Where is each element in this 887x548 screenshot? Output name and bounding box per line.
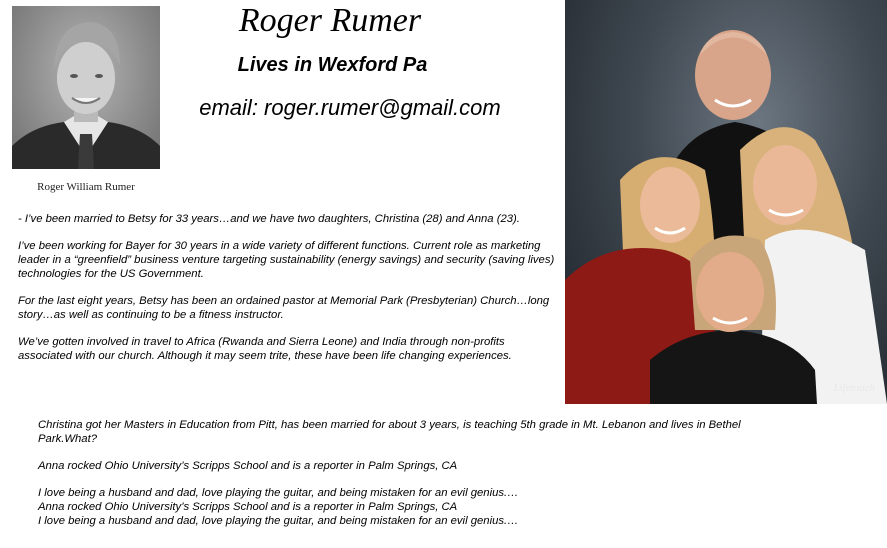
family-photo	[565, 0, 887, 404]
bio-paragraph: - I’ve been married to Betsy for 33 years…and we have two daughters, Christina (28) and Anna (23).	[18, 213, 520, 225]
yearbook-portrait-illustration	[12, 6, 160, 169]
bio-paragraph: We’ve gotten involved in travel to Africa (Rwanda and Sierra Leone) and India through non-profits associated with our church. Although it may seem trite, these have been life changing experiences.	[18, 336, 512, 362]
photographer-signature: Lifetouch	[833, 382, 875, 394]
yearbook-photo	[12, 6, 160, 169]
location-text: Lives in Wexford Pa	[237, 54, 428, 76]
details-paragraph: Christina got her Masters in Education from Pitt, has been married for about 3 years, is teaching 5th grade in Mt. Lebanon and lives in Bethel Park.What?	[38, 419, 741, 445]
details-paragraph: I love being a husband and dad, love playing the guitar, and being mistaken for an evil genius.…	[38, 487, 519, 500]
bio-paragraph: For the last eight years, Betsy has been an ordained pastor at Memorial Park (Presbyterian) Church…long story…as well as continuing to be a fitness instructor.	[18, 295, 550, 321]
bio-section	[18, 213, 558, 377]
page-title: Roger Rumer	[238, 2, 422, 39]
yearbook-caption: Roger William Rumer	[37, 181, 135, 193]
bio-paragraph: I’ve been working for Bayer for 30 years in a wide variety of different functions. Current role as marketing leader in a “greenfield” business venture targeting sustainability (energy savings) and security (saving lives) technologies for the US Government.	[18, 240, 555, 280]
details-paragraph: Anna rocked Ohio University’s Scripps School and is a reporter in Palm Springs, CA	[38, 501, 458, 514]
family-details-section	[38, 419, 758, 529]
details-paragraph: Anna rocked Ohio University’s Scripps School and is a reporter in Palm Springs, CA	[38, 460, 458, 473]
email-text: email: roger.rumer@gmail.com	[199, 95, 501, 120]
family-portrait-illustration	[565, 0, 887, 404]
details-paragraph: I love being a husband and dad, love playing the guitar, and being mistaken for an evil genius.…	[38, 514, 519, 527]
